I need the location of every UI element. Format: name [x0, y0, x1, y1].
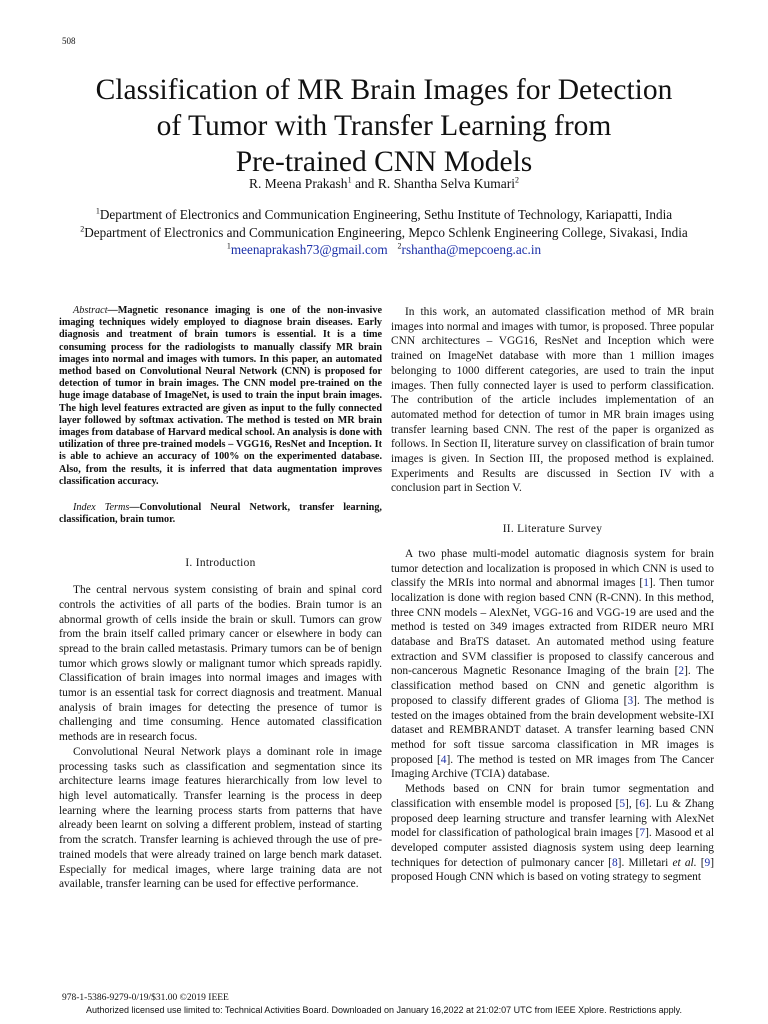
affiliation-sup: 2	[80, 224, 85, 234]
body-paragraph: The central nervous system consisting of brain and spinal cord controls the activities of all parts of the bodies. Brain tumor is an abnormal growth of cells inside the brain or skull. Tumors can grow from the brain itself called primary cancer or elsewhere in body can spread to the brain called metastasis. Primary tumors can be of benign tumor which grows slowly or malignant tumor which spreads rapidly. Classification of brain images into normal images and images with tumor is an essential task for correct diagnosis and treatment. Manual analysis of brain images for detecting the presence of tumor is challenging and time consuming. Hence automated classification methods are in research focus.	[59, 584, 382, 744]
citation-link[interactable]: 9	[704, 856, 711, 869]
author-joiner: and	[351, 176, 378, 191]
author-sup: 1	[347, 175, 352, 185]
index-terms	[59, 502, 382, 526]
text-run: ]. The classification method based on CNN and genetic algorithm is proposed to classify different grades of Glioma [	[391, 665, 714, 707]
citation-link[interactable]: 7	[639, 827, 646, 840]
abstract-label: Abstract	[73, 305, 108, 316]
author-list	[40, 176, 728, 192]
body-paragraph	[391, 547, 714, 782]
text-run: ]. Masood et al developed computer assisted diagnosis system using deep learning techniques for detection of pulmonary cancer [	[391, 827, 714, 869]
email-link[interactable]: meenaprakash73@gmail.com	[230, 242, 388, 257]
body-paragraph	[391, 782, 714, 885]
license-notice: Authorized licensed use limited to: Technical Activities Board. Downloaded on January 16,2022 at 21:02:07 UTC from IEEE Xplore. Restrictions apply.	[86, 1005, 682, 1015]
title-line: of Tumor with Transfer Learning from	[156, 110, 612, 142]
copyright-line: 978-1-5386-9279-0/19/$31.00 ©2019 IEEE	[62, 993, 229, 1003]
right-column	[391, 305, 714, 885]
title-line: Pre-trained CNN Models	[235, 146, 533, 178]
citation-link[interactable]: 1	[643, 577, 649, 590]
section-heading: II. Literature Survey	[502, 523, 603, 536]
text-run: ]. Milletari	[617, 856, 673, 869]
text-run: ]. Then tumor localization is done with region based CNN (R-CNN). In this method, three CNN models – AlexNet, VGG-16 and VGG-19 are used and the method is tested on 349 images extracted from RIDER neuro MRI database and BraTS dataset. An automated method using feature extraction and SVM classifier is proposed to classify cancerous and non-cancerous Magnetic Resonance Imaging of the brain [	[391, 577, 714, 678]
email-line	[40, 242, 728, 258]
affiliation-text: Department of Electronics and Communication Engineering, Sethu Institute of Technology, Kariapatti, India	[99, 207, 673, 222]
author-name: R. Meena Prakash	[248, 176, 348, 191]
index-terms-text: —Convolutional Neural Network, transfer learning, classification, brain tumor.	[59, 502, 382, 526]
index-terms-label: Index Terms	[73, 502, 130, 514]
text-run: [	[696, 856, 705, 869]
text-run: A two phase multi-model automatic diagnosis system for brain tumor detection and localization is proposed in which CNN is used to classify the MRIs into normal and abnormal images [	[391, 547, 714, 590]
citation-link[interactable]: 6	[639, 797, 646, 810]
text-run-italic: et al.	[672, 856, 697, 869]
text-run: ]. The method is tested on the images obtained from the brain development website-IXI dataset and REMBRANDT dataset. A transfer learning based CNN method for soft tissue sarcoma classification in MR images is proposed [	[391, 694, 715, 766]
text-run: Methods based on CNN for brain tumor segmentation and classification with ensemble model is proposed [	[391, 783, 714, 810]
affiliation	[40, 207, 728, 223]
email-link[interactable]: rshantha@mepcoeng.ac.in	[401, 242, 542, 257]
affiliation	[40, 225, 728, 241]
text-run: ]. Lu & Zhang proposed deep learning structure and transfer learning with AlexNet model for classification of pathological brain images [	[391, 797, 714, 840]
author-name: R. Shantha Selva Kumari	[377, 176, 516, 191]
affiliation-text: Department of Electronics and Communication Engineering, Mepco Schlenk Engineering College, Sivakasi, India	[84, 225, 688, 240]
left-column	[59, 305, 382, 892]
author-sup: 2	[515, 175, 520, 185]
email-sup: 2	[397, 241, 402, 251]
email-sup: 1	[226, 241, 231, 251]
page-number: 508	[62, 36, 76, 46]
citation-link[interactable]: 4	[440, 753, 447, 766]
citation-link[interactable]: 8	[611, 856, 618, 869]
abstract-text: —Magnetic resonance imaging is one of the non-invasive imaging techniques widely employed to diagnose brain diseases. Early diagnosis and treatment of brain tumors is essential. It is a time consuming process for the radiologists to manually classify MR brain images into normal and images with tumors. In this paper, an automated method based on Convolutional Neural Network (CNN) is proposed for detection of tumor in brain images. The CNN model pre-trained on the huge image database of ImageNet, is used to train the input brain images. The high level features extracted are given as input to the fully connected layer followed by softmax activation. The method is tested on MR brain images from database of Harvard medical school. An analysis is done with utilization of three pre-trained models – VGG16, ResNet and Inception. It is able to achieve an accuracy of 100% on the experimented database. Also, from the results, it is inferred that data augmentation improves classification accuracy.	[59, 305, 382, 487]
body-paragraph: Convolutional Neural Network plays a dominant role in image processing tasks such as classification and segmentation since its architecture learns image features hierarchically from low level to high level automatically. Transfer learning is the process in deep learning where the learning process starts from patterns that have already been learnt on solving a different problem, instead of starting from the scratch. Transfer learning is achieved through the use of pre-trained models that were already trained on large bench mark dataset. Especially for medical images, where large training data are not available, transfer learning can be used for effective performance.	[59, 745, 382, 891]
paper-title	[40, 72, 728, 180]
title-line: Classification of MR Brain Images for Detection	[95, 74, 673, 106]
body-paragraph: In this work, an automated classification method of MR brain images into normal and images with tumor, is proposed. Three popular CNN architectures – VGG16, ResNet and Inception which were trained on ImageNet database with more than 1 million images belonging to 1000 different categories, are used to train the input images. Then fully connected layer is used to perform classification. The contribution of the article includes implementation of an automated method for detection of tumor in MR brain images using transfer learning based CNN. The rest of the paper is organized as follows. In Section II, literature survey on classification of brain tumor images is given. In Section III, the proposed method is explained. Experiments and Results are discussed in Section IV with a conclusion part in Section V.	[391, 306, 714, 495]
citation-link[interactable]: 2	[678, 665, 685, 678]
section-heading: I. Introduction	[185, 557, 256, 570]
affiliation-sup: 1	[95, 206, 100, 216]
citation-link[interactable]: 3	[627, 694, 634, 707]
citation-link[interactable]: 5	[619, 797, 626, 810]
text-run: ], [	[625, 797, 640, 810]
abstract	[59, 305, 382, 488]
text-run: ] proposed Hough CNN which is based on voting strategy to segment	[391, 856, 714, 884]
text-run: ]. The method is tested on MR images from The Cancer Imaging Archive (TCIA) database.	[391, 753, 714, 781]
